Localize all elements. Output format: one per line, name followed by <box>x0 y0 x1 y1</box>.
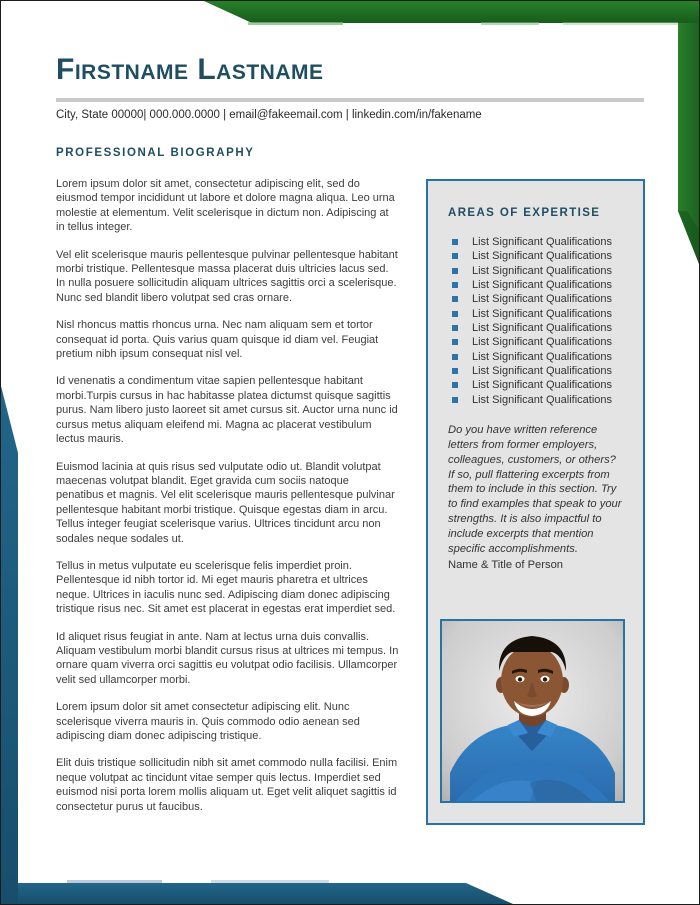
biography-paragraph: Lorem ipsum dolor sit amet, consectetur adipiscing elit, sed do eiusmod tempor incididunt ut labore et dolore magna aliqua. Leo urna molestie at elementum. Velit scelerisque in dictum non. Adipiscing at in tellus integer. <box>56 178 395 234</box>
expertise-item <box>452 364 625 378</box>
biography-paragraph: Euismod lacinia at quis risus sed vulputate odio ut. Blandit volutpat maecenas volutpat blandit. Eget gravida cum sociis natoque penatibus et magnis. Vel elit scelerisque mauris pellentesque pulvinar pellentesque habitant morbi tristique. Quisque egestas diam in arcu. Tellus integer feugiat scelerisque varius. Ultrices tincidunt arcu non sodales neque sodales ut. <box>56 460 395 545</box>
expertise-item <box>452 321 625 335</box>
left-blue-ribbon <box>1 386 18 904</box>
expertise-item <box>452 264 625 278</box>
blue-ribbon-highlight <box>67 880 162 883</box>
expertise-item <box>452 249 625 263</box>
square-bullet-icon <box>452 397 458 403</box>
expertise-item <box>452 393 625 407</box>
expertise-item-label: List Significant Qualifications <box>472 293 613 306</box>
expertise-item <box>452 378 625 392</box>
expertise-item-label: List Significant Qualifications <box>472 393 613 406</box>
expertise-item <box>452 335 625 349</box>
expertise-item-label: List Significant Qualifications <box>472 307 613 320</box>
biography-paragraph: Vel elit scelerisque mauris pellentesque pulvinar pellentesque habitant morbi tristique. Pellentesque massa placerat duis ultricies lacus sed. In nulla posuere sollicitudin aliquam ultrices sagittis orci a scelerisque. Nunc sed blandit libero volutpat sed cras ornare. <box>56 248 398 304</box>
profile-photo-frame <box>440 619 625 803</box>
expertise-item-label: List Significant Qualifications <box>472 264 613 277</box>
square-bullet-icon <box>452 296 458 302</box>
expertise-item-label: List Significant Qualifications <box>472 350 613 363</box>
profile-photo <box>442 621 623 801</box>
professional-biography-heading: PROFESSIONAL BIOGRAPHY <box>56 147 255 159</box>
biography-paragraph: Lorem ipsum dolor sit amet consectetur adipiscing elit. Nunc scelerisque viverra mauris in. Quis commodo odio aenean sed adipiscing diam donec adipiscing tristique. <box>56 701 360 742</box>
green-ribbon-highlight <box>563 22 678 25</box>
biography-paragraph: Elit duis tristique sollicitudin nibh sit amet commodo nulla facilisi. Enim neque volutpat ac tincidunt vitae semper quis lectus. Imperdiet sed euismod nisi porta lorem mollis aliquam ut. Eget velit aliquet sagittis id consectetur purus ut faucibus. <box>56 757 398 813</box>
expertise-item-label: List Significant Qualifications <box>472 379 613 392</box>
square-bullet-icon <box>452 268 458 274</box>
green-ribbon-highlight <box>481 22 539 25</box>
expertise-item <box>452 278 625 292</box>
areas-of-expertise-heading: AREAS OF EXPERTISE <box>448 207 601 219</box>
biography-paragraph: Tellus in metus vulputate eu scelerisque felis imperdiet proin. Pellentesque id nibh tortor id. Mi eget mauris pharetra et ultrices neque. Ultrices in iaculis nunc sed. Adipiscing diam donec adipiscing tristique risus nec. Sit amet est placerat in egestas erat imperdiet sed. <box>56 559 396 616</box>
square-bullet-icon <box>452 382 458 388</box>
top-green-ribbon <box>204 1 700 23</box>
biography-column <box>56 177 399 827</box>
green-ribbon-highlight <box>248 22 343 25</box>
square-bullet-icon <box>452 282 458 288</box>
square-bullet-icon <box>452 325 458 331</box>
expertise-item-label: List Significant Qualifications <box>472 322 613 335</box>
square-bullet-icon <box>452 354 458 360</box>
square-bullet-icon <box>452 311 458 317</box>
expertise-sidebar <box>426 179 645 825</box>
expertise-item-label: List Significant Qualifications <box>472 365 613 378</box>
expertise-item <box>452 350 625 364</box>
name-heading: Firstname Lastname <box>56 53 324 86</box>
square-bullet-icon <box>452 253 458 259</box>
biography-paragraph: Nisl rhoncus mattis rhoncus urna. Nec nam aliquam sem et tortor consequat id porta. Quis varius quam quisque id diam vel. Feugiat pretium nibh ipsum consequat nisl vel. <box>56 319 379 361</box>
contact-line: City, State 00000| 000.000.0000 | email@fakeemail.com | linkedin.com/in/fakename <box>56 109 482 121</box>
right-ribbon-fold <box>678 211 700 269</box>
expertise-item-label: List Significant Qualifications <box>472 250 613 263</box>
expertise-item <box>452 235 625 249</box>
reference-note: Do you have written reference letters from former employers, colleagues, customers, or others? If so, pull flattering excerpts from them to include in this section. Try to find examples that speak to your strengths. It is also impactful to include excerpts that mention specific accomplishments. <box>448 424 622 555</box>
reference-note-attribution: Name & Title of Person <box>448 559 564 572</box>
biography-paragraph: Id venenatis a condimentum vitae sapien pellentesque habitant morbi.Turpis cursus in hac habitasse platea dictumst quisque sagittis purus. Nam libero justo laoreet sit amet cursus sit. Auctor urna nunc id cursus metus aliquam eleifend mi. Magna ac placerat vestibulum lectus mauris. <box>56 375 398 446</box>
square-bullet-icon <box>452 339 458 345</box>
biography-paragraph: Id aliquet risus feugiat in ante. Nam at lectus urna duis convallis. Aliquam vestibulum morbi blandit cursus risus at ultrices mi tempus. In ornare quam viverra orci sagittis eu volutpat odio facilisis. Ullamcorper velit sed ullamcorper morbi. <box>56 630 399 686</box>
bottom-blue-ribbon <box>1 883 513 904</box>
right-green-ribbon <box>678 23 700 269</box>
header-divider-rule <box>56 98 644 102</box>
expertise-item-label: List Significant Qualifications <box>472 336 613 349</box>
square-bullet-icon <box>452 368 458 374</box>
square-bullet-icon <box>452 239 458 245</box>
expertise-item <box>452 292 625 306</box>
expertise-item <box>452 307 625 321</box>
blue-ribbon-highlight <box>211 880 329 883</box>
expertise-item-label: List Significant Qualifications <box>472 279 613 292</box>
expertise-item-label: List Significant Qualifications <box>472 236 613 248</box>
expertise-list <box>448 235 625 407</box>
